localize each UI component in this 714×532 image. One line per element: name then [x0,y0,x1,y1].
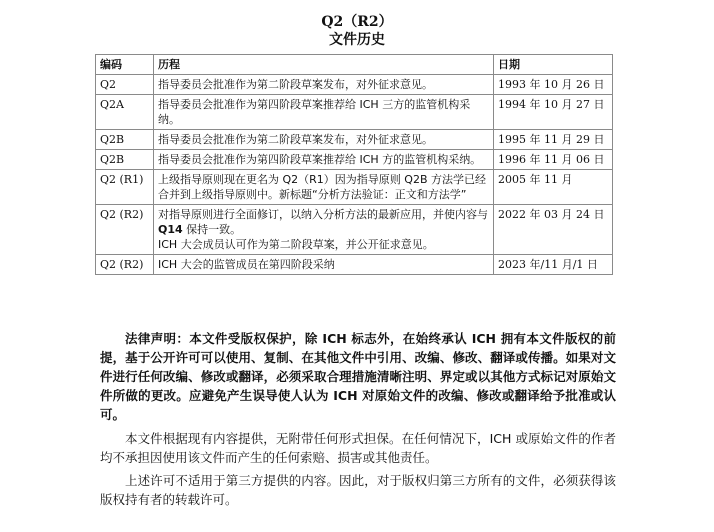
row-date: 1993 年 10 月 26 日 [494,75,613,95]
legal-notice-paragraph: 法律声明：本文件受版权保护，除 ICH 标志外，在始终承认 ICH 拥有本文件版权的前提，基于公开许可可以使用、复制、在其他文件中引用、改编、修改、翻译或传播。如果对文件进行任何改编、修改或翻译，必须采取合理措施清晰注明、界定或以其他方式标记对原始文件所做的更改。应避免产生误导使人认为 ICH 对原始文件的改编、修改或翻译给予批准或认可。 [100,331,616,422]
row-history: 指导委员会批准作为第二阶段草案发布，对外征求意见。 [154,75,494,95]
row-history: ICH 大会的监管成员在第四阶段采纳 [154,255,494,275]
disclaimer-paragraph: 本文件根据现有内容提供，无附带任何形式担保。在任何情况下，ICH 或原始文件的作者均不承担因使用该文件而产生的任何索赔、损害或其他责任。 [100,431,616,465]
row-date: 1996 年 11 月 06 日 [494,150,613,170]
column-header-code: 编码 [96,55,154,75]
row-code: Q2B [96,150,154,170]
column-header-history: 历程 [154,55,494,75]
row-code: Q2 (R2) [96,205,154,255]
table-row [96,170,613,205]
column-header-date: 日期 [494,55,613,75]
table-row [96,150,613,170]
row-code: Q2A [96,95,154,130]
table-header-row [96,55,613,75]
row-date: 2023 年/11 月/1 日 [494,255,613,275]
row-date: 2022 年 03 月 24 日 [494,205,613,255]
row-date: 1995 年 11 月 29 日 [494,130,613,150]
table-row [96,75,613,95]
table-row [96,95,613,130]
history-text-part: 对指导原则进行全面修订，以纳入分析方法的最新应用，并使内容与 [158,208,488,221]
table-row [96,130,613,150]
row-history: 指导委员会批准作为第四阶段草案推荐给 ICH 三方的监管机构采纳。 [154,95,494,130]
row-history: 指导委员会批准作为第二阶段草案发布，对外征求意见。 [154,130,494,150]
row-code: Q2 (R1) [96,170,154,205]
row-code: Q2 (R2) [96,255,154,275]
table-row [96,255,613,275]
table-row [96,205,613,255]
row-date: 1994 年 10 月 27 日 [494,95,613,130]
row-date: 2005 年 11 月 [494,170,613,205]
third-party-paragraph: 上述许可不适用于第三方提供的内容。因此，对于版权归第三方所有的文件，必须获得该版权持有者的转载许可。 [100,473,616,507]
row-history: 上级指导原则现在更名为 Q2（R1）因为指导原则 Q2B 方法学已经合并到上级指导原则中。新标题“分析方法验证：正文和方法学” [154,170,494,205]
row-code: Q2 [96,75,154,95]
history-text-part: 保持一致。 [182,223,242,236]
document-history-table [95,54,613,275]
history-text-part: ICH 大会成员认可作为第二阶段草案，并公开征求意见。 [158,238,434,251]
q14-reference: Q14 [158,223,183,236]
document-code-title: Q2（R2） [321,14,393,30]
row-history: 指导委员会批准作为第四阶段草案推荐给 ICH 方的监管机构采纳。 [154,150,494,170]
row-code: Q2B [96,130,154,150]
row-history [154,205,494,255]
document-history-title: 文件历史 [329,32,385,48]
